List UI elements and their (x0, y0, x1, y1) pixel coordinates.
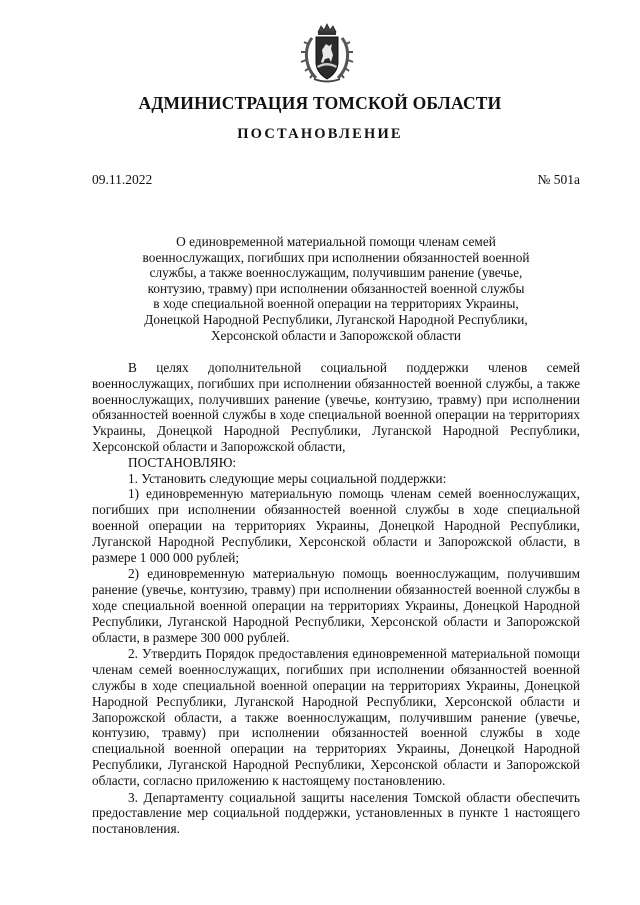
item-1-1-paragraph: 1) единовременную материальную помощь членам семей военнослужащих, погибших при исполнении обязанностей военной службы в ходе специальной военной операции на территориях Украины, Донецкой Народной Республики, Луганской Народной Республики, Херсонской области и Запорожской области, в размере 1 000 000 рублей; (92, 486, 580, 565)
decree-word: ПОСТАНОВЛЯЮ: (128, 454, 237, 470)
item-3-paragraph: 3. Департаменту социальной защиты населения Томской области обеспечить предоставление мер социальной поддержки, установленных в пункте 1 настоящего постановления. (92, 789, 580, 837)
document-date: 09.11.2022 (92, 172, 153, 187)
item-2-paragraph: 2. Утвердить Порядок предоставления единовременной материальной помощи членам семей военнослужащих, погибших при исполнении обязанностей военной службы в ходе специальной военной операции на территориях Украины, Донецкой Народной Республики, Луганской Народной Республики, Херсонской области и Запорожской области, а также военнослужащим, получившим ранение (увечье, контузию, травму) при исполнении обязанностей военной службы в ходе специальной военной операции на территориях Украины, Донецкой Народной Республики, Луганской Народной Республики, Херсонской области и Запорожской области, согласно приложению к настоящему постановлению. (92, 646, 580, 788)
subject-line: военнослужащих, погибших при исполнении обязанностей военной (142, 249, 530, 265)
subject-line: Донецкой Народной Республики, Луганской Народной Республики, (144, 311, 528, 327)
tomsk-coat-of-arms-emblem (298, 22, 356, 86)
organization-title: АДМИНИСТРАЦИЯ ТОМСКОЙ ОБЛАСТИ (138, 93, 502, 113)
subject-line: контузию, травму) при исполнении обязанностей военной службы (147, 280, 525, 296)
preamble-paragraph: В целях дополнительной социальной поддержки членов семей военнослужащих, погибших при исполнении обязанностей военной службы, а также военнослужащих, получивших ранение (увечье, контузию, травму) при исполнении обязанностей военной службы в ходе специальной военной операции на территориях Украины, Донецкой Народной Республики, Луганской Народной Республики, Херсонской области и Запорожской области, (92, 360, 580, 454)
document-subject (92, 234, 580, 343)
item-1-2-paragraph: 2) единовременную материальную помощь военнослужащим, получившим ранение (увечье, контузию, травму) при исполнении обязанностей военной службы в ходе специальной военной операции на территориях Украины, Донецкой Народной Республики, Луганской Народной Республики, Херсонской области и Запорожской области, в размере 300 000 рублей. (92, 566, 580, 645)
subject-line: службы, а также военнослужащим, получившим ранение (увечье, (149, 265, 523, 281)
document-number: № 501а (537, 172, 580, 187)
subject-line: О единовременной материальной помощи членам семей (176, 234, 496, 249)
item-1-paragraph: 1. Установить следующие меры социальной поддержки: (128, 470, 447, 486)
document-type-title: ПОСТАНОВЛЕНИЕ (237, 126, 403, 142)
document-body (92, 360, 580, 837)
subject-line: в ходе специальной военной операции на территориях Украины, (153, 296, 519, 312)
subject-line: Херсонской области и Запорожской области (210, 327, 462, 343)
